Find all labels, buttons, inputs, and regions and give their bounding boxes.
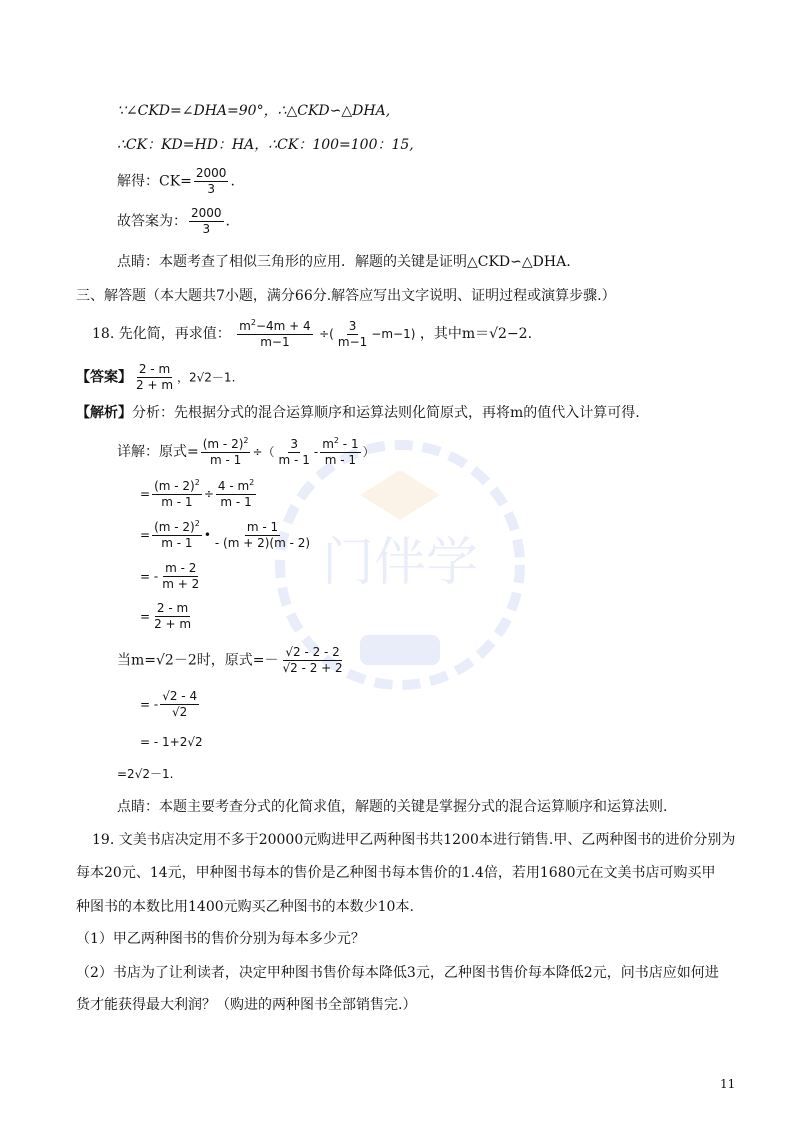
detail-step5: = $\frac{2 - m}{2 + m}$ xyxy=(140,601,192,631)
detail-step7: = - 1+2√2 xyxy=(140,735,203,749)
detail-final: =2√2－1. xyxy=(117,767,174,781)
line-answer-fill: 故答案为： $\frac{2000}{3}$ . xyxy=(117,206,230,236)
line-ratio: ∴CK：KD=HD：HA，∴CK：100=100：15, xyxy=(117,137,414,153)
section-heading: 三、解答题（本大题共7小题，满分66分.解答应写出文字说明、证明过程或演算步骤.） xyxy=(76,288,616,304)
watermark-text: 门伴学 xyxy=(321,533,479,593)
question-19-part1: （1）甲乙两种图书的售价分别为每本多少元？ xyxy=(76,931,365,947)
analysis-18: 【解析】分析：先根据分式的混合运算顺序和运算法则化简原式，再将m的值代入计算可得. xyxy=(76,405,640,421)
answer-18: 【答案】 $\frac{2 - m}{2 + m}$ ，2√2－1. xyxy=(76,362,236,392)
detail-substitute: 当m=√2－2时，原式=－ $\frac{√2 - 2 - 2}{√2 - 2 + 2}$ xyxy=(117,645,343,675)
detail-step4: = - $\frac{m - 2}{m + 2}$ xyxy=(140,561,200,591)
question-18: 18. 先化简，再求值： $\frac{m^2-4m + 4}{m-1}$ ÷( $\frac{3}{m-1}$ −m−1) ，其中m＝√2−2. xyxy=(92,318,533,349)
line-solve: 解得：CK= $\frac{2000}{3}$ . xyxy=(117,166,235,196)
question-19-part2b: 货才能获得最大利润？（购进的两种图书全部销售完.） xyxy=(76,997,417,1013)
question-19-part2a: （2）书店为了让利读者，决定甲种图书售价每本降低3元，乙种图书售价每本降低2元，问书店应如何进 xyxy=(76,965,719,981)
question-19-line3: 种图书的本数比用1400元购买乙种图书的本数少10本. xyxy=(76,899,414,915)
question-19-line2: 每本20元、14元，甲种图书每本的售价是乙种图书每本售价的1.4倍，若用1680元在文美书店可购买甲 xyxy=(76,865,716,881)
comment-17: 点睛：本题考查了相似三角形的应用．解题的关键是证明△CKD∽△DHA. xyxy=(117,254,571,270)
detail-step2: = $\frac{(m - 2)^2}{m - 1}$ ÷ $\frac{4 - m^2}{m - 1}$ xyxy=(140,478,255,509)
detail-step6: = - $\frac{√2 - 4}{√2}$ xyxy=(140,689,198,719)
page-number: 11 xyxy=(720,1077,736,1091)
comment-18: 点睛：本题主要考查分式的化简求值，解题的关键是掌握分式的混合运算顺序和运算法则. xyxy=(117,799,668,815)
detail-step1: 详解：原式= $\frac{(m - 2)^2}{m - 1}$ ÷（ $\frac{3}{m - 1}$ - $\frac{m^2 - 1}{m - 1}$ ） xyxy=(117,436,375,467)
detail-step3: = $\frac{(m - 2)^2}{m - 1}$ • $\frac{m - 1}{- (m + 2)(m - 2)}$ xyxy=(140,519,311,550)
question-19-line1: 19. 文美书店决定用不多于20000元购进甲乙两种图书共1200本进行销售.甲、乙两种图书的进价分别为 xyxy=(92,832,736,848)
line-similar-triangles: ∵∠CKD=∠DHA=90°，∴△CKD∽△DHA, xyxy=(117,103,391,119)
